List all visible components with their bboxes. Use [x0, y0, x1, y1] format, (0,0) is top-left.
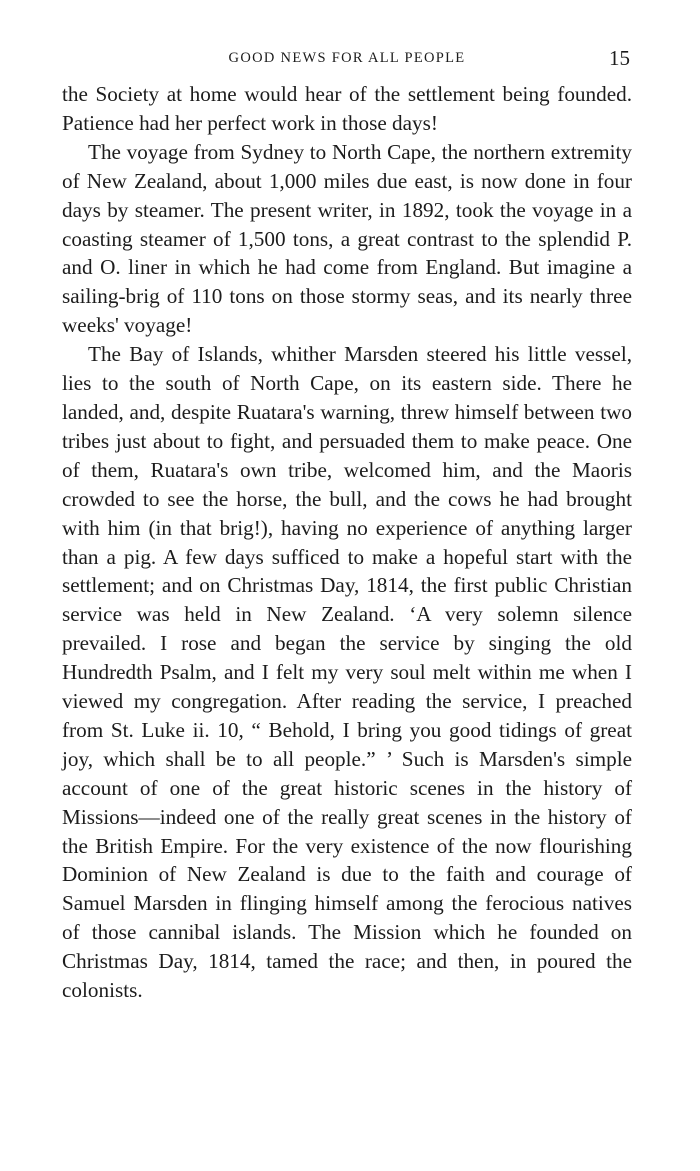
body-text [62, 80, 632, 1005]
page-number: 15 [609, 46, 630, 70]
paragraph-continued: the Society at home would hear of the settlement being founded. Patience had her perfect work in those days! [62, 82, 632, 135]
running-head: GOOD NEWS FOR ALL PEOPLE [228, 50, 466, 66]
page-header [62, 40, 632, 80]
paragraph-voyage: The voyage from Sydney to North Cape, the northern extremity of New Zealand, about 1,000 miles due east, is now done in four days by steamer. The present writer, in 1892, took the voyage in a coasting steamer of 1,500 tons, a great contrast to the splendid P. and O. liner in which he had come from England. But imagine a sailing-brig of 110 tons on those stormy seas, and its nearly three weeks' voyage! [62, 139, 632, 338]
paragraph-bay-of-islands: The Bay of Islands, whither Marsden steered his little vessel, lies to the south of North Cape, on its eastern side. There he landed, and, despite Ruatara's warning, threw himself between two tribes just about to fight, and persuaded them to make peace. One of them, Ruatara's own tribe, welcomed him, and the Maoris crowded to see the horse, the bull, and the cows he had brought with him (in that brig!), having no experience of anything larger than a pig. A few days sufficed to make a hopeful start with the settlement; and on Christmas Day, 1814, the first public Christian service was held in New Zealand. ‘A very solemn silence prevailed. I rose and began the service by singing the old Hundredth Psalm, and I felt my very soul melt within me when I viewed my congregation. After reading the service, I preached from St. Luke ii. 10, “ Behold, I bring you good tidings of great joy, which shall be to all people.” ’ Such is Marsden's simple account of one of the great historic scenes in the history of Missions—indeed one of the really great scenes in the history of the British Empire. For the very existence of the now flourishing Dominion of New Zealand is due to the faith and courage of Samuel Marsden in flinging himself among the ferocious natives of those cannibal islands. The Mission which he founded on Christmas Day, 1814, tamed the race; and then, in poured the colonists. [62, 342, 632, 1003]
book-page [62, 40, 632, 1005]
